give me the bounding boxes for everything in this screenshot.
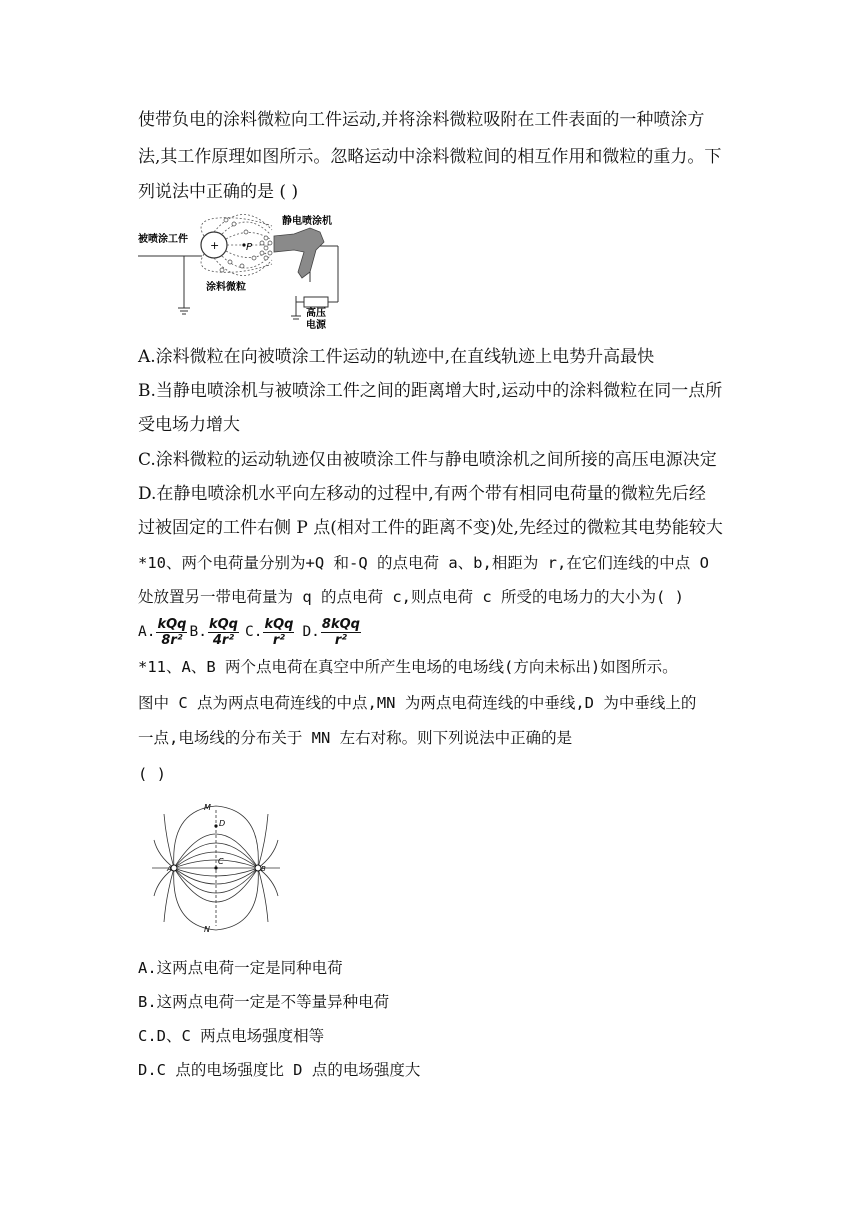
q11-stem-line-3: 一点,电场线的分布关于 MN 左右对称。则下列说法中正确的是	[138, 729, 573, 747]
svg-text:+: +	[210, 239, 220, 252]
q9-stem-line-3: 列说法中正确的是 ( )	[138, 182, 299, 202]
q11-option-c: C.D、C 两点电场强度相等	[138, 1027, 325, 1045]
q10-option-b-label: B.	[189, 624, 207, 640]
charge-a	[171, 865, 177, 871]
q9-option-b-line-2: 受电场力增大	[138, 415, 240, 435]
label-workpiece: 被喷涂工件	[138, 234, 188, 245]
point-c	[214, 866, 217, 869]
q10-option-c-fraction: $\frac{\text{kQq}}{\text{r²}}$	[264, 616, 294, 648]
q9-stem-line-2: 法,其工作原理如图所示。忽略运动中涂料微粒间的相互作用和微粒的重力。下	[138, 147, 722, 167]
q11-stem-line-1: *11、A、B 两个点电荷在真空中所产生电场的电场线(方向未标出)如图所示。	[138, 658, 678, 676]
q10-stem-line-1: *10、两个电荷量分别为+Q 和-Q 的点电荷 a、b,相距为 r,在它们连线的中点 O	[138, 554, 709, 572]
q10-option-a-fraction: $\frac{\text{kQq}}{\text{8r²}}$	[157, 616, 187, 648]
svg-text:P: P	[246, 242, 253, 253]
svg-text:B: B	[261, 865, 266, 873]
field-lines-figure	[150, 800, 290, 934]
q10-option-d-label: D.	[302, 624, 320, 640]
q9-option-d-line-2: 过被固定的工件右侧 P 点(相对工件的距离不变)处,先经过的微粒其电势能较大	[138, 518, 723, 538]
svg-text:C: C	[218, 857, 224, 866]
svg-text:D: D	[219, 819, 226, 828]
q10-option-a-label: A.	[138, 624, 156, 640]
spray-gun	[274, 228, 324, 278]
svg-text:涂料微粒: 涂料微粒	[206, 282, 246, 293]
q10-option-b-fraction: $\frac{\text{kQq}}{\text{4r²}}$	[208, 616, 238, 648]
q11-stem-line-4: ( )	[138, 765, 166, 783]
svg-text:高压: 高压	[306, 308, 326, 319]
svg-text:M: M	[204, 803, 211, 812]
q9-option-d-line-1: D.在静电喷涂机水平向左移动的过程中,有两个带有相同电荷量的微粒先后经	[138, 484, 706, 504]
q10-options	[138, 612, 363, 652]
electrostatic-spray-figure	[134, 212, 354, 332]
q10-option-c-label: C.	[244, 624, 263, 640]
q10-stem-line-2: 处放置另一带电荷量为 q 的点电荷 c,则点电荷 c 所受的电场力的大小为( )	[138, 588, 684, 606]
q9-option-c: C.涂料微粒的运动轨迹仅由被喷涂工件与静电喷涂机之间所接的高压电源决定	[138, 450, 717, 470]
svg-text:静电喷涂机: 静电喷涂机	[282, 216, 332, 227]
q9-stem-line-1: 使带负电的涂料微粒向工件运动,并将涂料微粒吸附在工件表面的一种喷涂方	[138, 110, 705, 130]
svg-text:N: N	[204, 925, 210, 934]
q11-option-a: A.这两点电荷一定是同种电荷	[138, 959, 343, 977]
q10-option-d-fraction: $\frac{\text{8kQq}}{\text{r²}}$	[321, 616, 360, 648]
high-voltage-source	[304, 297, 328, 307]
q11-option-b: B.这两点电荷一定是不等量异种电荷	[138, 993, 390, 1011]
q9-option-a: A.涂料微粒在向被喷涂工件运动的轨迹中,在直线轨迹上电势升高最快	[138, 347, 655, 367]
q9-option-b-line-1: B.当静电喷涂机与被喷涂工件之间的距离增大时,运动中的涂料微粒在同一点所	[138, 381, 723, 401]
svg-text:电源: 电源	[306, 320, 326, 331]
q11-option-d: D.C 点的电场强度比 D 点的电场强度大	[138, 1061, 421, 1079]
point-d	[214, 824, 217, 827]
svg-text:A: A	[167, 865, 172, 873]
q11-stem-line-2: 图中 C 点为两点电荷连线的中点,MN 为两点电荷连线的中垂线,D 为中垂线上的	[138, 694, 697, 712]
